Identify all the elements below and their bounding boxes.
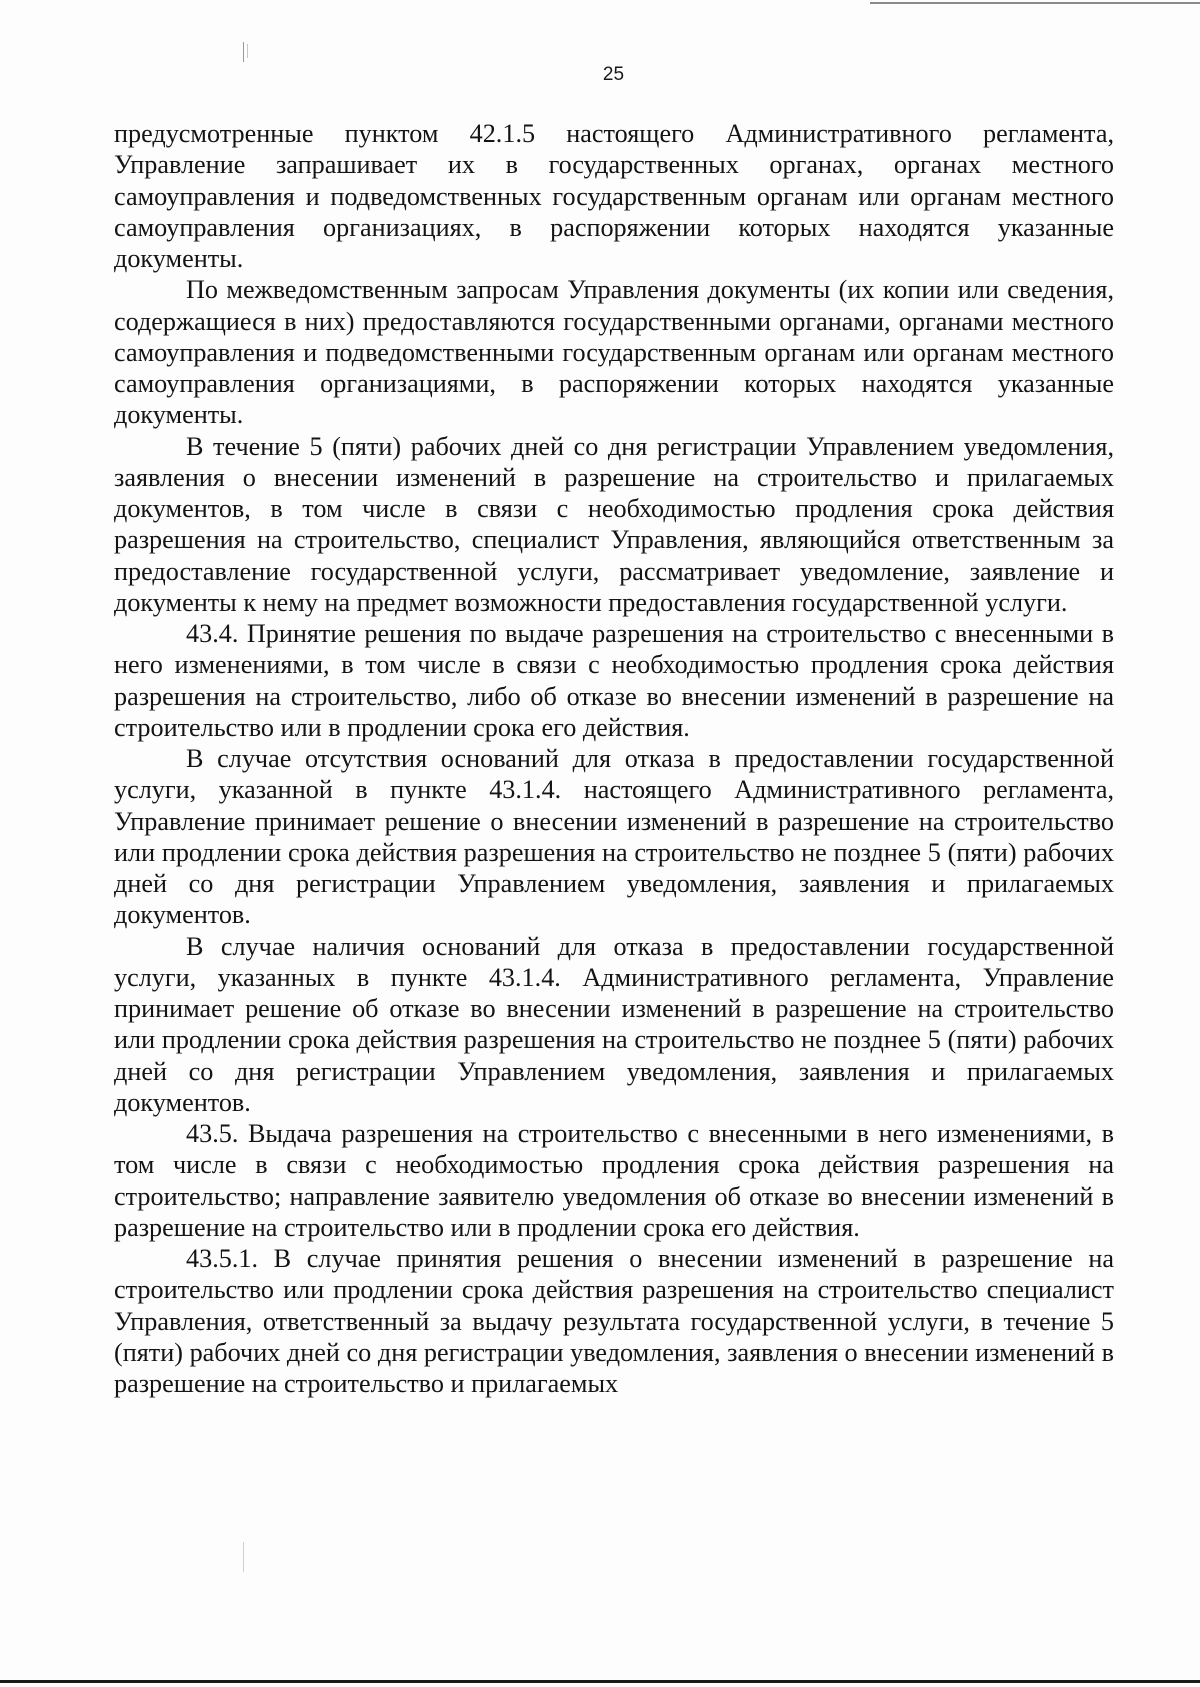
scan-artifact — [243, 1542, 244, 1572]
scan-artifact — [247, 44, 248, 58]
paragraph: 43.4. Принятие решения по выдаче разрешения на строительство с внесенными в него изменениями, в том числе в связи с необходимостью продления срока действия разрешения на строительство, либо об отказе во внесении изменений в разрешение на строительство или в продлении срока его действия. — [114, 619, 1114, 742]
paragraph: В случае отсутствия оснований для отказа в предоставлении государственной услуги, указанной в пункте 43.1.4. настоящего Административного регламента, Управление принимает решение о внесении изменений в разрешение на строительство или продлении срока действия разрешения на строительство не позднее 5 (пяти) рабочих дней со дня регистрации Управлением уведомления, заявления и прилагаемых документов. — [114, 744, 1114, 930]
bottom-edge-rule — [0, 1680, 1200, 1683]
paragraph: 43.5. Выдача разрешения на строительство с внесенными в него изменениями, в том числе в связи с необходимостью продления срока действия разрешения на строительство; направление заявителю уведомления об отказе во внесении изменений в разрешение на строительство или в продлении срока его действия. — [114, 1119, 1114, 1242]
paragraph: 43.5.1. В случае принятия решения о внесении изменений в разрешение на строительство или продлении срока действия разрешения на строительство специалист Управления, ответственный за выдачу результата государственной услуги, в течение 5 (пяти) рабочих дней со дня регистрации уведомления, заявления о внесении изменений в разрешение на строительство и прилагаемых — [114, 1244, 1114, 1398]
scan-artifact — [243, 42, 244, 62]
paragraph: предусмотренные пунктом 42.1.5 настоящего Административного регламента, Управление запрашивает их в государственных органах, органах местного самоуправления и подведомственных государственным органам или органам местного самоуправления организациях, в распоряжении которых находятся указанные документы. — [114, 119, 1114, 273]
paragraph: В течение 5 (пяти) рабочих дней со дня регистрации Управлением уведомления, заявления о внесении изменений в разрешение на строительство и прилагаемых документов, в том числе в связи с необходимостью продления срока действия разрешения на строительство, специалист Управления, являющийся ответственным за предоставление государственной услуги, рассматривает уведомление, заявление и документы к нему на предмет возможности предоставления государственной услуги. — [114, 431, 1114, 617]
top-edge-rule — [870, 2, 1200, 4]
page-number: 25 — [602, 64, 625, 85]
paragraph: В случае наличия оснований для отказа в предоставлении государственной услуги, указанных в пункте 43.1.4. Административного регламента, Управление принимает решение об отказе во внесении изменений в разрешение на строительство или продлении срока действия разрешения на строительство не позднее 5 (пяти) рабочих дней со дня регистрации Управлением уведомления, заявления и прилагаемых документов. — [114, 931, 1114, 1117]
document-body — [114, 118, 1114, 1399]
paragraph: По межведомственным запросам Управления документы (их копии или сведения, содержащиеся в них) предоставляются государственными органами, органами местного самоуправления и подведомственными государственным органам или органам местного самоуправления организациями, в распоряжении которых находятся указанные документы. — [114, 275, 1114, 430]
